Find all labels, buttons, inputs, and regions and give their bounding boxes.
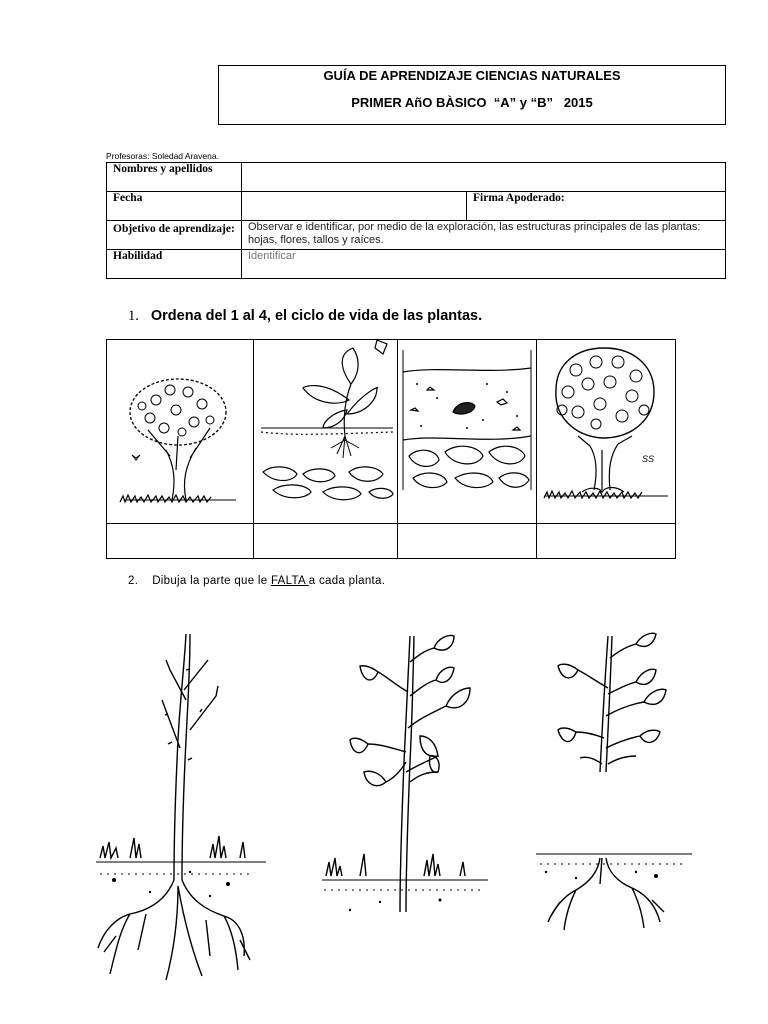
objective-label: Objetivo de aprendizaje: (107, 221, 242, 250)
svg-text:SS: SS (642, 454, 655, 464)
title-box (218, 65, 726, 125)
question-1-text: Ordena del 1 al 4, el ciclo de vida de las plantas. (150, 308, 483, 324)
flowering-tree-image (106, 340, 253, 522)
question-2-emphasis: FALTA (270, 575, 309, 587)
sprout-image (253, 340, 397, 522)
date-label: Fecha (107, 192, 242, 221)
question-2 (128, 575, 385, 587)
leafy-tree-image (536, 340, 676, 522)
plant-missing-roots-image (320, 632, 490, 922)
question-2-number: 2. (128, 575, 139, 587)
guide-title: GUÍA DE APRENDIZAJE CIENCIAS NATURALES (323, 68, 621, 83)
date-field[interactable] (242, 192, 467, 221)
question-1 (128, 308, 482, 325)
plant-missing-stem-image (536, 632, 696, 942)
grade-title: PRIMER AñO BÀSICO “A” y “B” 2015 (351, 95, 593, 110)
seed-image (397, 340, 536, 522)
names-field[interactable] (242, 163, 726, 192)
answer-row-divider (107, 523, 675, 524)
question-2-text-before: Dibuja la parte que le (152, 575, 271, 587)
question-1-number: 1. (128, 308, 139, 324)
plant-missing-leaves-image (90, 630, 270, 1000)
signature-label[interactable]: Firma Apoderado: (467, 192, 726, 221)
skill-text: Identificar (242, 250, 726, 279)
student-info-table (106, 162, 726, 279)
objective-text: Observar e identificar, por medio de la exploración, las estructuras principales de las plantas: hojas, flores, tallos y raíces. (242, 221, 726, 250)
names-label: Nombres y apellidos (107, 163, 242, 192)
teacher-name: Profesoras: Soledad Aravena. (106, 151, 219, 161)
skill-label: Habilidad (107, 250, 242, 279)
question-2-text-after: a cada planta. (308, 575, 386, 587)
